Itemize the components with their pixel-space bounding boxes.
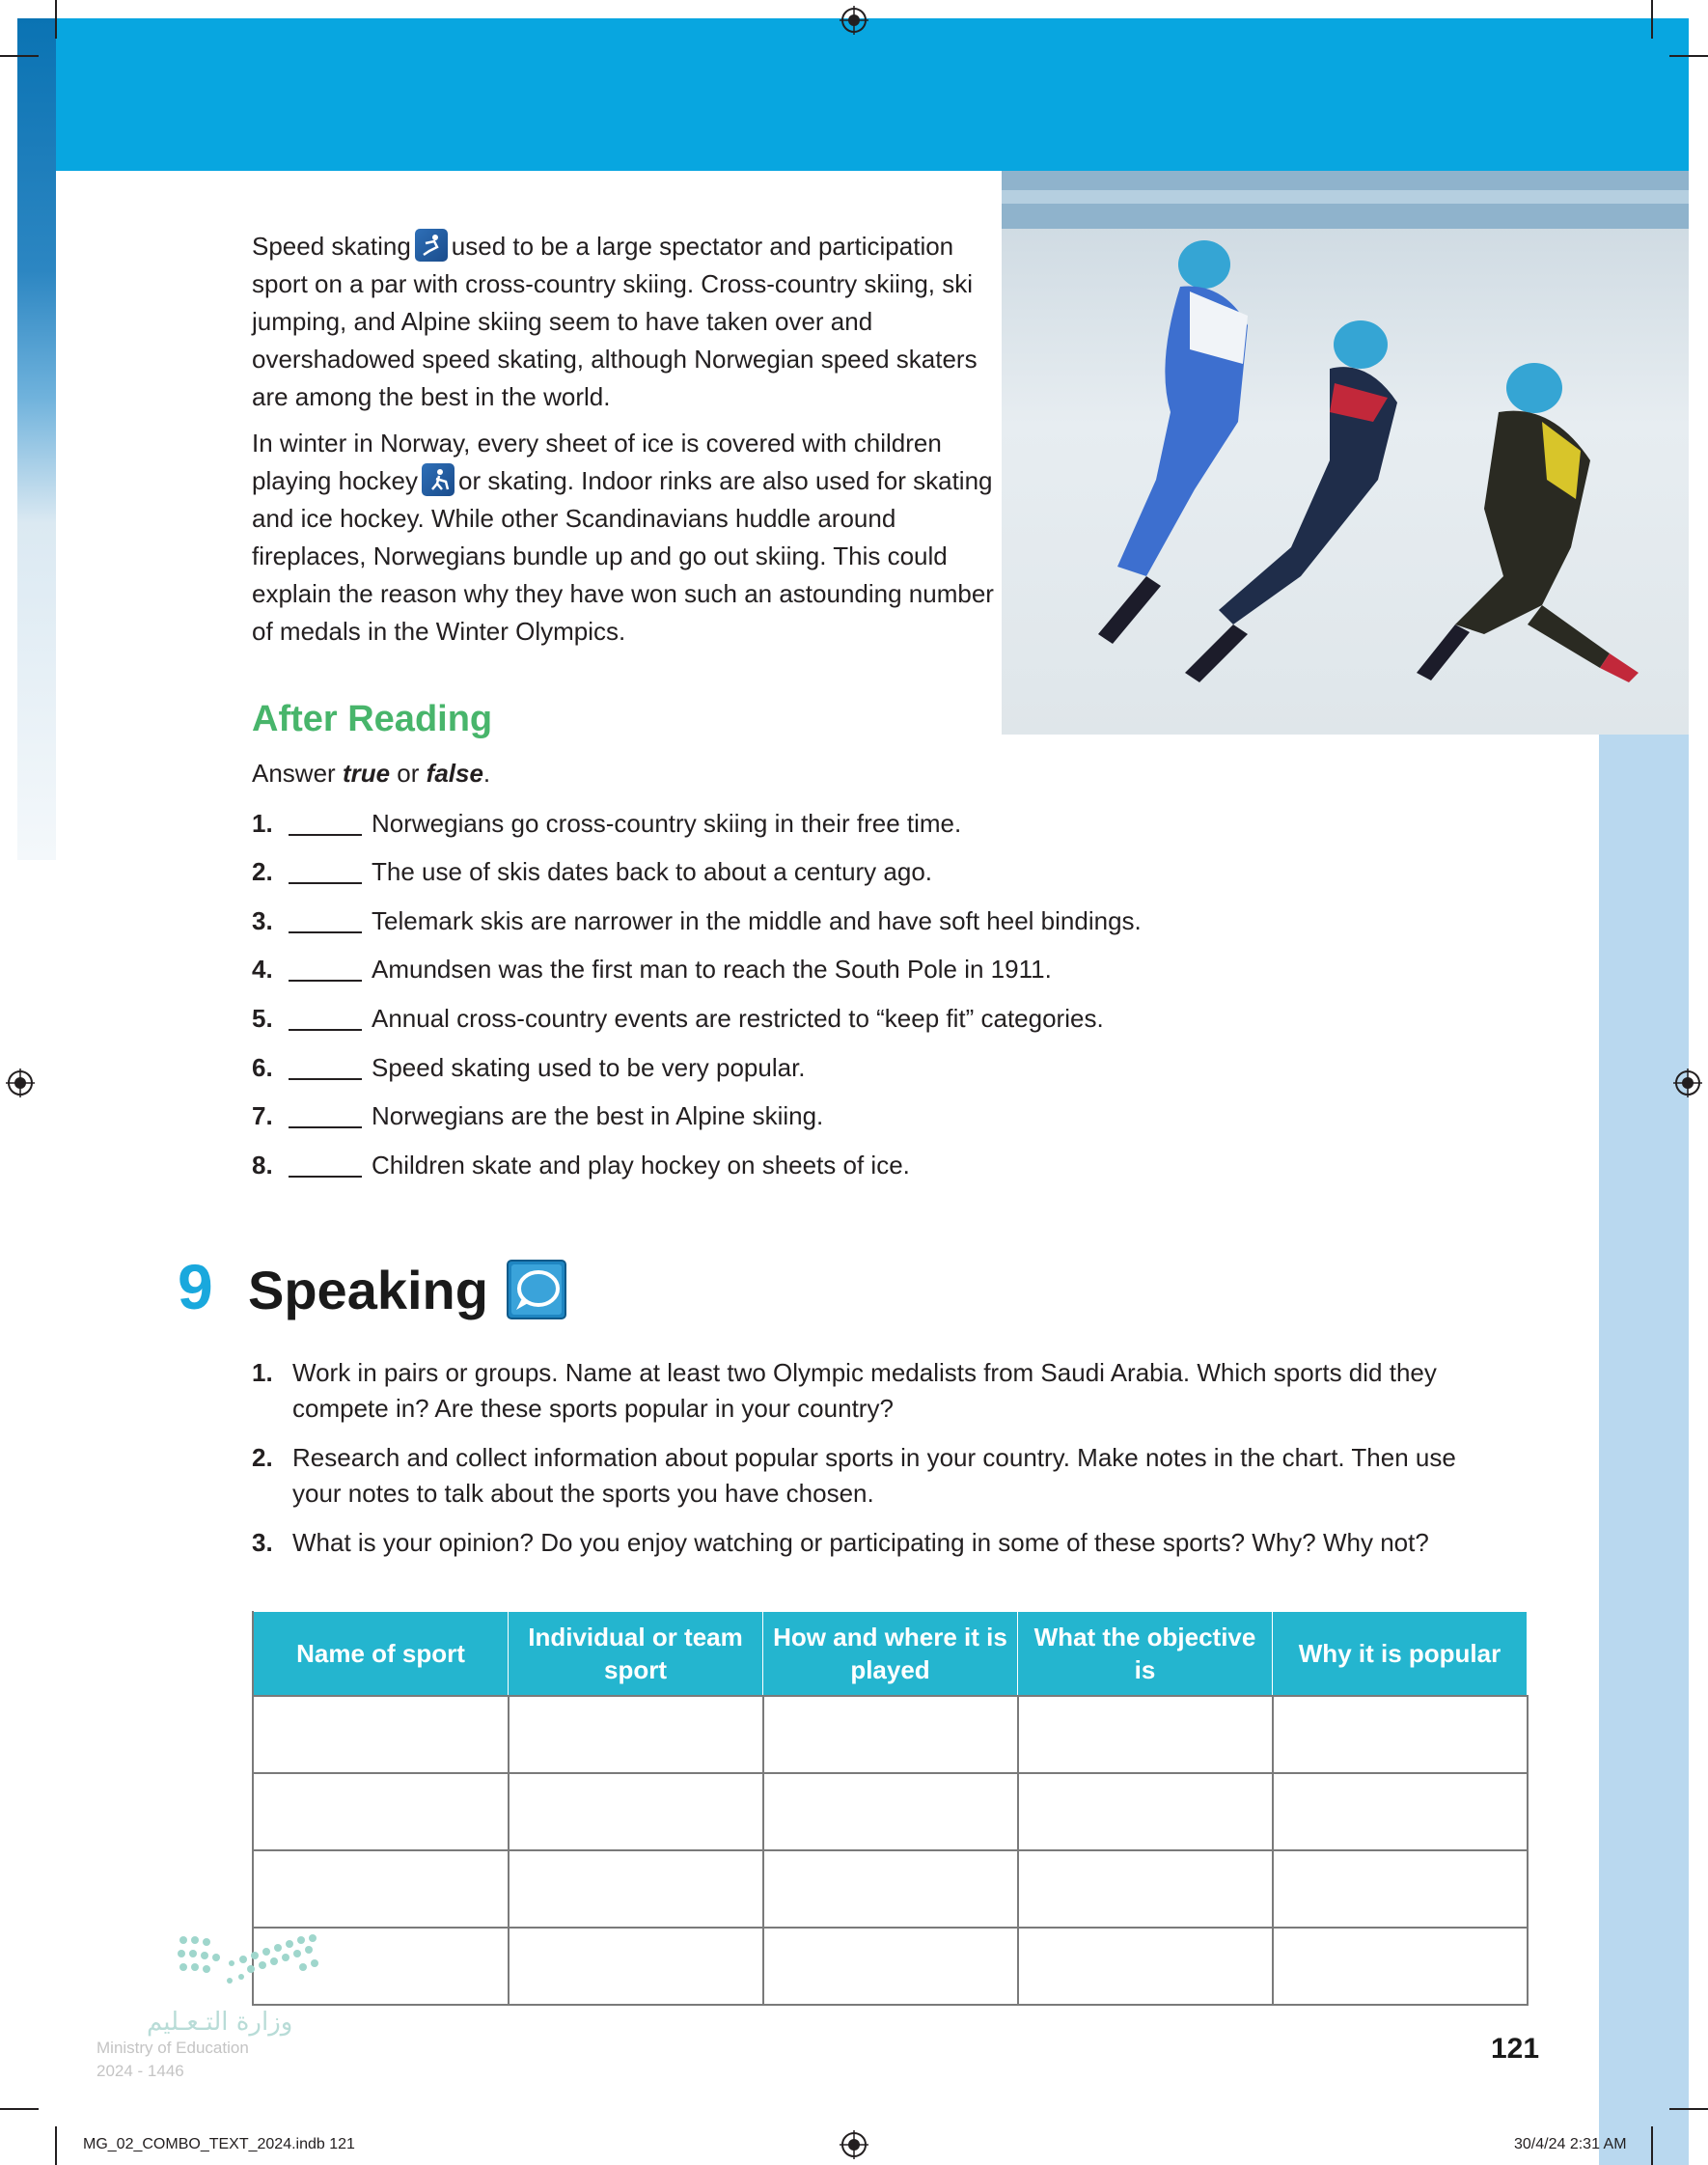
speech-bubble-icon [507,1260,566,1319]
column-header: Individual or team sport [509,1612,763,1697]
table-cell[interactable] [1273,1850,1528,1928]
table-cell[interactable] [1273,1928,1528,2005]
table-row [253,1850,1528,1928]
table-cell[interactable] [509,1696,763,1773]
table-cell[interactable] [1273,1773,1528,1850]
sports-notes-chart [252,1611,1529,2006]
ministry-logo [96,1930,347,2017]
table-cell[interactable] [763,1850,1018,1928]
chart-header-row [253,1612,1528,1697]
column-header: Name of sport [253,1612,509,1697]
registration-mark-icon [6,1069,35,1097]
table-cell[interactable] [1273,1696,1528,1773]
reading-paragraph: Speed skating used to be a large spectator and participation sport on a par with cross-country skiing. Cross-country skiing, ski jumping, and Alpine skiing seem to have taken over and overshadowed speed skating, although Norwegian speed skaters are among the best in the world. [252,228,995,416]
answer-blank[interactable] [289,931,362,933]
ministry-name-english: Ministry of Education [96,2039,249,2057]
registration-mark-icon [1673,1069,1702,1097]
table-cell[interactable] [763,1773,1018,1850]
after-reading-heading: After Reading [252,699,493,739]
answer-blank[interactable] [289,1126,362,1128]
reading-passage [252,228,995,659]
registration-mark-icon [840,6,868,35]
table-cell[interactable] [253,1696,509,1773]
table-row [253,1928,1528,2005]
table-cell[interactable] [509,1773,763,1850]
left-decor-strip [17,18,56,860]
ministry-name-arabic: وزارة التـعـليم [147,2008,293,2037]
right-margin-strip [1599,734,1689,2165]
page-number: 121 [1491,2033,1540,2065]
answer-blank[interactable] [289,980,362,982]
reading-paragraph: In winter in Norway, every sheet of ice is covered with children playing hockey or skating. Indoor rinks are also used for skating and ice hockey. While other Scandinavians huddle around fireplaces, Norwegians bundle up and go out skiing. This could explain the reason why they have won such an astounding number of medals in the Winter Olympics. [252,429,994,646]
answer-blank[interactable] [289,1078,362,1080]
table-cell[interactable] [1018,1928,1273,2005]
column-header: How and where it is played [763,1612,1018,1697]
speed-skating-icon [415,229,448,262]
table-cell[interactable] [253,1850,509,1928]
table-cell[interactable] [763,1696,1018,1773]
crop-mark [1651,2126,1653,2165]
crop-mark [1651,0,1653,39]
crop-mark [0,55,39,57]
crop-mark [55,2126,57,2165]
answer-blank[interactable] [289,882,362,884]
print-slug-file: MG_02_COMBO_TEXT_2024.indb 121 [83,2136,355,2152]
table-row [253,1773,1528,1850]
after-reading-instruction: Answer true or false. [252,759,491,788]
table-cell[interactable] [509,1928,763,2005]
crop-mark [1669,55,1708,57]
table-cell[interactable] [509,1850,763,1928]
column-header: What the objective is [1018,1612,1273,1697]
answer-blank[interactable] [289,1176,362,1178]
table-row [253,1696,1528,1773]
speed-skaters-photo [1002,171,1689,735]
table-cell[interactable] [1018,1850,1273,1928]
crop-mark [1669,2108,1708,2110]
crop-mark [0,2108,39,2110]
table-cell[interactable] [253,1773,509,1850]
answer-blank[interactable] [289,834,362,836]
section-number: 9 [178,1251,213,1322]
column-header: Why it is popular [1273,1612,1528,1697]
section-title: Speaking [248,1260,488,1320]
print-slug-date: 30/4/24 2:31 AM [1514,2136,1627,2152]
table-cell[interactable] [1018,1696,1273,1773]
table-cell[interactable] [1018,1773,1273,1850]
top-banner [55,18,1689,171]
ministry-year: 2024 - 1446 [96,2062,184,2080]
crop-mark [55,0,57,39]
ice-hockey-icon [422,463,455,496]
registration-mark-icon [840,2130,868,2159]
table-cell[interactable] [763,1928,1018,2005]
answer-blank[interactable] [289,1029,362,1031]
